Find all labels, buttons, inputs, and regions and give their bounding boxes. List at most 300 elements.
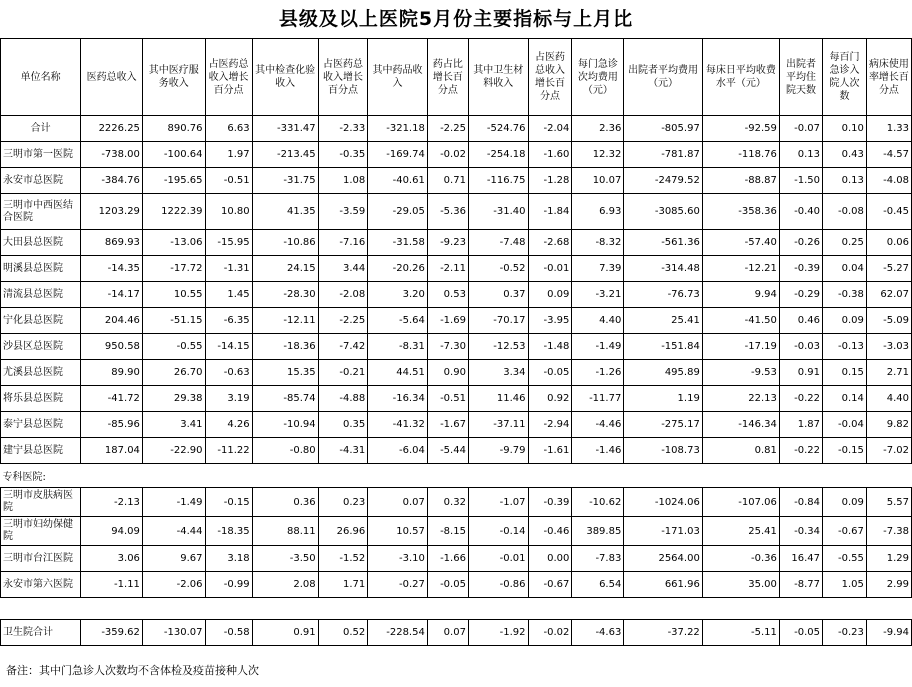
value-cell: -524.76 (468, 116, 528, 142)
table-row (1, 256, 912, 282)
value-cell: 3.44 (318, 256, 368, 282)
table-row (1, 620, 912, 646)
value-cell: 1.87 (779, 412, 822, 438)
value-cell: 1.19 (624, 386, 702, 412)
value-cell: 1.97 (205, 142, 252, 168)
value-cell: -9.23 (427, 230, 468, 256)
value-cell: 0.09 (823, 488, 867, 517)
value-cell: -0.51 (427, 386, 468, 412)
section-header (1, 464, 912, 488)
value-cell: 0.10 (823, 116, 867, 142)
value-cell: 0.32 (427, 488, 468, 517)
value-cell: -9.94 (866, 620, 911, 646)
value-cell: 1203.29 (81, 194, 143, 230)
value-cell: -7.42 (318, 334, 368, 360)
value-cell: -1.07 (468, 488, 528, 517)
value-cell: -0.86 (468, 572, 528, 598)
value-cell: -7.38 (866, 517, 911, 546)
table-row (1, 168, 912, 194)
value-cell: -0.80 (252, 438, 318, 464)
value-cell: -118.76 (702, 142, 779, 168)
value-cell: -11.77 (572, 386, 624, 412)
value-cell: -29.05 (368, 194, 428, 230)
value-cell: -9.53 (702, 360, 779, 386)
unit-name-cell: 清流县总医院 (1, 282, 81, 308)
value-cell: 94.09 (81, 517, 143, 546)
value-cell: -12.11 (252, 308, 318, 334)
value-cell: -0.05 (779, 620, 822, 646)
table-row (1, 142, 912, 168)
unit-name-cell: 宁化县总医院 (1, 308, 81, 334)
value-cell: -1.26 (572, 360, 624, 386)
value-cell: -151.84 (624, 334, 702, 360)
value-cell: 0.37 (468, 282, 528, 308)
value-cell: -2.33 (318, 116, 368, 142)
header-cell: 其中检查化验收入 (252, 39, 318, 116)
value-cell: -1.46 (572, 438, 624, 464)
value-cell: -5.11 (702, 620, 779, 646)
value-cell: -85.96 (81, 412, 143, 438)
spacer-row-cell (1, 598, 912, 620)
unit-name-cell: 三明市中西医结合医院 (1, 194, 81, 230)
value-cell: -0.13 (823, 334, 867, 360)
value-cell: 1222.39 (142, 194, 205, 230)
value-cell: -40.61 (368, 168, 428, 194)
value-cell: 12.32 (572, 142, 624, 168)
value-cell: -7.30 (427, 334, 468, 360)
value-cell: 3.18 (205, 546, 252, 572)
value-cell: -561.36 (624, 230, 702, 256)
value-cell: -6.35 (205, 308, 252, 334)
value-cell: -13.06 (142, 230, 205, 256)
value-cell: -5.09 (866, 308, 911, 334)
value-cell: -0.08 (823, 194, 867, 230)
unit-name-cell: 建宁县总医院 (1, 438, 81, 464)
value-cell: -18.35 (205, 517, 252, 546)
value-cell: -92.59 (702, 116, 779, 142)
value-cell: 1.29 (866, 546, 911, 572)
table-row (1, 438, 912, 464)
value-cell: -0.07 (779, 116, 822, 142)
unit-name-cell: 永安市总医院 (1, 168, 81, 194)
value-cell: 0.53 (427, 282, 468, 308)
value-cell: -0.39 (779, 256, 822, 282)
value-cell: -31.58 (368, 230, 428, 256)
value-cell: -130.07 (142, 620, 205, 646)
value-cell: 3.19 (205, 386, 252, 412)
value-cell: 890.76 (142, 116, 205, 142)
value-cell: 3.34 (468, 360, 528, 386)
value-cell: -171.03 (624, 517, 702, 546)
value-cell: -738.00 (81, 142, 143, 168)
value-cell: 2.99 (866, 572, 911, 598)
value-cell: -0.22 (779, 386, 822, 412)
value-cell: -1.52 (318, 546, 368, 572)
value-cell: -0.39 (528, 488, 572, 517)
value-cell: 26.96 (318, 517, 368, 546)
value-cell: -0.45 (866, 194, 911, 230)
value-cell: -11.22 (205, 438, 252, 464)
value-cell: -0.02 (528, 620, 572, 646)
value-cell: 0.14 (823, 386, 867, 412)
unit-name-cell: 明溪县总医院 (1, 256, 81, 282)
value-cell: 9.67 (142, 546, 205, 572)
value-cell: -0.01 (528, 256, 572, 282)
value-cell: -8.77 (779, 572, 822, 598)
header-cell: 其中医疗服务收入 (142, 39, 205, 116)
value-cell: -0.55 (823, 546, 867, 572)
value-cell: -37.22 (624, 620, 702, 646)
value-cell: -0.15 (205, 488, 252, 517)
value-cell: 0.35 (318, 412, 368, 438)
value-cell: -0.14 (468, 517, 528, 546)
value-cell: -0.26 (779, 230, 822, 256)
value-cell: 0.07 (427, 620, 468, 646)
value-cell: -1.92 (468, 620, 528, 646)
value-cell: 0.91 (252, 620, 318, 646)
value-cell: -195.65 (142, 168, 205, 194)
value-cell: -3085.60 (624, 194, 702, 230)
table-row (1, 194, 912, 230)
value-cell: 4.26 (205, 412, 252, 438)
indicator-table (0, 38, 912, 646)
value-cell: 29.38 (142, 386, 205, 412)
value-cell: -0.21 (318, 360, 368, 386)
header-cell: 占医药总收入增长百分点 (528, 39, 572, 116)
value-cell: -228.54 (368, 620, 428, 646)
value-cell: -8.15 (427, 517, 468, 546)
value-cell: 2.36 (572, 116, 624, 142)
header-cell: 其中药品收入 (368, 39, 428, 116)
value-cell: 1.08 (318, 168, 368, 194)
value-cell: -0.27 (368, 572, 428, 598)
value-cell: -2.04 (528, 116, 572, 142)
value-cell: 495.89 (624, 360, 702, 386)
value-cell: -20.26 (368, 256, 428, 282)
value-cell: -7.48 (468, 230, 528, 256)
value-cell: 0.04 (823, 256, 867, 282)
value-cell: 10.07 (572, 168, 624, 194)
value-cell: 15.35 (252, 360, 318, 386)
value-cell: 950.58 (81, 334, 143, 360)
value-cell: -70.17 (468, 308, 528, 334)
value-cell: -3.95 (528, 308, 572, 334)
value-cell: 5.57 (866, 488, 911, 517)
value-cell: 25.41 (702, 517, 779, 546)
header-cell: 单位名称 (1, 39, 81, 116)
value-cell: -0.29 (779, 282, 822, 308)
value-cell: -0.67 (823, 517, 867, 546)
value-cell: -0.58 (205, 620, 252, 646)
value-cell: 0.91 (779, 360, 822, 386)
value-cell: -22.90 (142, 438, 205, 464)
value-cell: -16.34 (368, 386, 428, 412)
value-cell: -2.11 (427, 256, 468, 282)
value-cell: 3.20 (368, 282, 428, 308)
table-row (1, 488, 912, 517)
value-cell: 44.51 (368, 360, 428, 386)
value-cell: 10.55 (142, 282, 205, 308)
value-cell: 11.46 (468, 386, 528, 412)
value-cell: -0.46 (528, 517, 572, 546)
header-cell: 占医药总收入增长百分点 (318, 39, 368, 116)
unit-name-cell: 将乐县总医院 (1, 386, 81, 412)
table-body (1, 116, 912, 646)
value-cell: -3.21 (572, 282, 624, 308)
unit-name-cell: 合计 (1, 116, 81, 142)
value-cell: -5.27 (866, 256, 911, 282)
value-cell: 0.43 (823, 142, 867, 168)
table-row (1, 308, 912, 334)
header-cell: 药占比增长百分点 (427, 39, 468, 116)
value-cell: 2226.25 (81, 116, 143, 142)
section-header-cell: 专科医院: (1, 464, 912, 488)
value-cell: -0.22 (779, 438, 822, 464)
value-cell: -15.95 (205, 230, 252, 256)
value-cell: 22.13 (702, 386, 779, 412)
header-cell: 病床使用率增长百分点 (866, 39, 911, 116)
value-cell: -0.15 (823, 438, 867, 464)
table-row (1, 412, 912, 438)
value-cell: -28.30 (252, 282, 318, 308)
value-cell: -254.18 (468, 142, 528, 168)
value-cell: 62.07 (866, 282, 911, 308)
value-cell: -384.76 (81, 168, 143, 194)
value-cell: -1.28 (528, 168, 572, 194)
value-cell: -3.03 (866, 334, 911, 360)
spacer-row (1, 598, 912, 620)
value-cell: 3.06 (81, 546, 143, 572)
unit-name-cell: 卫生院合计 (1, 620, 81, 646)
value-cell: 9.82 (866, 412, 911, 438)
value-cell: -0.35 (318, 142, 368, 168)
table-row (1, 282, 912, 308)
value-cell: 0.71 (427, 168, 468, 194)
value-cell: -0.63 (205, 360, 252, 386)
value-cell: 7.39 (572, 256, 624, 282)
value-cell: -7.16 (318, 230, 368, 256)
value-cell: 2.71 (866, 360, 911, 386)
value-cell: -0.02 (427, 142, 468, 168)
value-cell: -9.79 (468, 438, 528, 464)
value-cell: -10.94 (252, 412, 318, 438)
value-cell: -0.67 (528, 572, 572, 598)
value-cell: -1.69 (427, 308, 468, 334)
value-cell: -0.51 (205, 168, 252, 194)
value-cell: -0.40 (779, 194, 822, 230)
value-cell: -41.50 (702, 308, 779, 334)
value-cell: -2.13 (81, 488, 143, 517)
value-cell: 869.93 (81, 230, 143, 256)
header-cell: 医药总收入 (81, 39, 143, 116)
value-cell: -85.74 (252, 386, 318, 412)
value-cell: -8.31 (368, 334, 428, 360)
header-row (1, 39, 912, 116)
value-cell: 0.09 (528, 282, 572, 308)
value-cell: 204.46 (81, 308, 143, 334)
value-cell: -5.44 (427, 438, 468, 464)
value-cell: -1.50 (779, 168, 822, 194)
value-cell: -7.02 (866, 438, 911, 464)
value-cell: -2.08 (318, 282, 368, 308)
value-cell: 0.36 (252, 488, 318, 517)
table-row (1, 334, 912, 360)
value-cell: -1.84 (528, 194, 572, 230)
footnote: 备注：其中门急诊人次数均不含体检及疫苗接种人次 (6, 664, 259, 677)
unit-name-cell: 泰宁县总医院 (1, 412, 81, 438)
value-cell: -0.05 (528, 360, 572, 386)
value-cell: 3.41 (142, 412, 205, 438)
value-cell: 1.45 (205, 282, 252, 308)
value-cell: -2.06 (142, 572, 205, 598)
value-cell: -1.11 (81, 572, 143, 598)
value-cell: 0.15 (823, 360, 867, 386)
value-cell: -4.88 (318, 386, 368, 412)
value-cell: 0.25 (823, 230, 867, 256)
value-cell: -275.17 (624, 412, 702, 438)
value-cell: -100.64 (142, 142, 205, 168)
table-row (1, 546, 912, 572)
value-cell: 0.46 (779, 308, 822, 334)
value-cell: 2564.00 (624, 546, 702, 572)
value-cell: 0.00 (528, 546, 572, 572)
value-cell: -1024.06 (624, 488, 702, 517)
value-cell: 187.04 (81, 438, 143, 464)
value-cell: -0.04 (823, 412, 867, 438)
table-row (1, 517, 912, 546)
value-cell: 389.85 (572, 517, 624, 546)
value-cell: -3.59 (318, 194, 368, 230)
table-row (1, 116, 912, 142)
value-cell: -169.74 (368, 142, 428, 168)
value-cell: 25.41 (624, 308, 702, 334)
value-cell: -51.15 (142, 308, 205, 334)
value-cell: -14.35 (81, 256, 143, 282)
value-cell: -331.47 (252, 116, 318, 142)
value-cell: 35.00 (702, 572, 779, 598)
value-cell: -4.57 (866, 142, 911, 168)
value-cell: -4.31 (318, 438, 368, 464)
value-cell: 1.05 (823, 572, 867, 598)
value-cell: 6.54 (572, 572, 624, 598)
value-cell: 0.81 (702, 438, 779, 464)
value-cell: -4.63 (572, 620, 624, 646)
value-cell: -2479.52 (624, 168, 702, 194)
value-cell: -1.61 (528, 438, 572, 464)
value-cell: 88.11 (252, 517, 318, 546)
unit-name-cell: 三明市妇幼保健院 (1, 517, 81, 546)
value-cell: -2.68 (528, 230, 572, 256)
value-cell: -2.94 (528, 412, 572, 438)
table-row (1, 386, 912, 412)
value-cell: -1.49 (572, 334, 624, 360)
header-cell: 出院者平均住院天数 (779, 39, 822, 116)
unit-name-cell: 三明市皮肤病医院 (1, 488, 81, 517)
value-cell: -213.45 (252, 142, 318, 168)
value-cell: 16.47 (779, 546, 822, 572)
value-cell: 0.07 (368, 488, 428, 517)
table-row (1, 360, 912, 386)
value-cell: -57.40 (702, 230, 779, 256)
value-cell: 6.93 (572, 194, 624, 230)
value-cell: 6.63 (205, 116, 252, 142)
value-cell: 0.92 (528, 386, 572, 412)
value-cell: -1.31 (205, 256, 252, 282)
value-cell: -2.25 (427, 116, 468, 142)
value-cell: -31.75 (252, 168, 318, 194)
header-cell: 占医药总收入增长百分点 (205, 39, 252, 116)
unit-name-cell: 沙县区总医院 (1, 334, 81, 360)
value-cell: -5.64 (368, 308, 428, 334)
value-cell: -17.72 (142, 256, 205, 282)
header-cell: 每门急诊次均费用（元） (572, 39, 624, 116)
value-cell: -8.32 (572, 230, 624, 256)
value-cell: 0.52 (318, 620, 368, 646)
value-cell: -10.86 (252, 230, 318, 256)
value-cell: 0.06 (866, 230, 911, 256)
value-cell: 24.15 (252, 256, 318, 282)
value-cell: -781.87 (624, 142, 702, 168)
value-cell: -314.48 (624, 256, 702, 282)
value-cell: -107.06 (702, 488, 779, 517)
value-cell: -358.36 (702, 194, 779, 230)
value-cell: -2.25 (318, 308, 368, 334)
value-cell: -41.72 (81, 386, 143, 412)
value-cell: -18.36 (252, 334, 318, 360)
value-cell: -359.62 (81, 620, 143, 646)
unit-name-cell: 三明市台江医院 (1, 546, 81, 572)
value-cell: -4.46 (572, 412, 624, 438)
value-cell: -0.05 (427, 572, 468, 598)
value-cell: -12.21 (702, 256, 779, 282)
value-cell: 26.70 (142, 360, 205, 386)
value-cell: -7.83 (572, 546, 624, 572)
value-cell: -146.34 (702, 412, 779, 438)
value-cell: -1.67 (427, 412, 468, 438)
unit-name-cell: 大田县总医院 (1, 230, 81, 256)
value-cell: 41.35 (252, 194, 318, 230)
value-cell: -805.97 (624, 116, 702, 142)
header-cell: 每百门急诊入院人次数 (823, 39, 867, 116)
table-row (1, 572, 912, 598)
value-cell: -14.17 (81, 282, 143, 308)
value-cell: -3.50 (252, 546, 318, 572)
value-cell: 9.94 (702, 282, 779, 308)
value-cell: -0.34 (779, 517, 822, 546)
value-cell: 661.96 (624, 572, 702, 598)
value-cell: -0.52 (468, 256, 528, 282)
value-cell: -0.01 (468, 546, 528, 572)
value-cell: -41.32 (368, 412, 428, 438)
unit-name-cell: 永安市第六医院 (1, 572, 81, 598)
value-cell: -0.84 (779, 488, 822, 517)
value-cell: -4.08 (866, 168, 911, 194)
value-cell: 1.33 (866, 116, 911, 142)
value-cell: 10.57 (368, 517, 428, 546)
value-cell: -1.49 (142, 488, 205, 517)
value-cell: -88.87 (702, 168, 779, 194)
value-cell: -5.36 (427, 194, 468, 230)
header-cell: 其中卫生材料收入 (468, 39, 528, 116)
table-row (1, 230, 912, 256)
value-cell: -76.73 (624, 282, 702, 308)
value-cell: -10.62 (572, 488, 624, 517)
value-cell: -12.53 (468, 334, 528, 360)
unit-name-cell: 三明市第一医院 (1, 142, 81, 168)
value-cell: 4.40 (572, 308, 624, 334)
value-cell: 0.23 (318, 488, 368, 517)
value-cell: -3.10 (368, 546, 428, 572)
